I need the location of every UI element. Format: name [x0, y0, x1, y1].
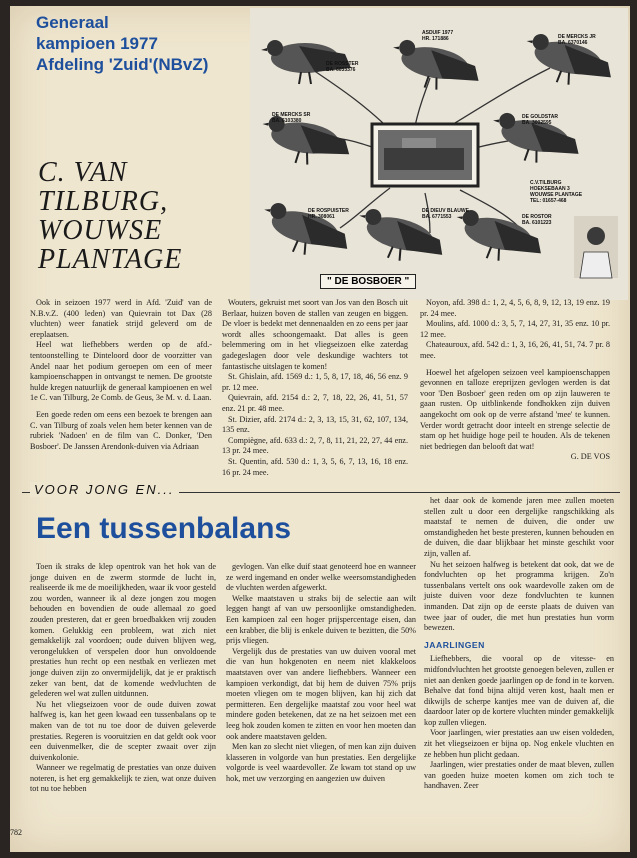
paragraph: Heel wat liefhebbers werden op de afd.-tentoonstelling te Dinteloord door de voorzitter van Andel naar het podium geroepen om een of meer kampioenschappen in ontvangst te nemen. De grootste hulde kregen natuurlijk de generaal kampioenen en wel 1e C. van Tilburg, 2e Comb. de Geus, 3e M. v. d. Laan. [30, 340, 212, 403]
paragraph: Ook in seizoen 1977 werd in Afd. 'Zuid' van de N.B.v.Z. (400 leden) van Quievrain tot Dax (28 vluchten) weer fanatiek strijd geleverd om de ereplaatsen. [30, 298, 212, 339]
fancier-name [38, 158, 248, 274]
caption-4: DE MERCKS SR BA. 6103380 [272, 112, 311, 124]
paragraph: St. Quentin, afd. 530 d.: 1, 3, 5, 6, 7, 13, 16, 18 enz. 16 pr. 24 mee. [222, 456, 408, 477]
paragraph: Toen ik straks de klep opentrok van het hok van de jonge duiven en de zwerm stormde de lucht in, realiseerde ik me de moeilijkheden, waar ik voor gesteld zou worden, wanneer ik al deze jongen zou mogen behouden en bovendien de oude allemaal zo goed zouden presteren, dat er geen broedbakken vrij zouden komen. Gelukkig een probleem, wat zich niet gemakkelijk zal voordoen; oude duiven blijven weg, verongelukken of verspelen door hun onvoldoende prestaties hun recht op een nestbak en verliezen met jonge duiven zijn zo onvermijdelijk, dat je er praktisch zeker van bent, dat de komende wedvluchten de gelederen wel wat zullen uitdunnen. [30, 562, 216, 699]
article1-column-3 [420, 298, 610, 463]
paragraph: St. Ghislain, afd. 1569 d.: 1, 5, 8, 17, 18, 46, 56 enz. 9 pr. 12 mee. [222, 372, 408, 392]
subheading-jaarlingen: JAARLINGEN [424, 639, 485, 650]
paragraph: Voor jaarlingen, wier prestaties aan uw eisen voldeden, zit het vliegseizoen er bijna op. Nog enkele vluchten en ze hebben hun plicht gedaan. [424, 728, 614, 759]
kicker-line-2: kampioen 1977 [36, 34, 158, 53]
bosboer-badge: " DE BOSBOER " [320, 274, 416, 289]
article2-column-1 [30, 562, 216, 795]
pigeon-collage [250, 8, 628, 300]
page-number: 782 [10, 828, 22, 837]
section-label: VOOR JONG EN... [30, 482, 179, 497]
article-title: Een tussenbalans [36, 512, 292, 545]
caption-2: ASDUIF 1977 HR. 171886 [422, 30, 454, 42]
paragraph: Welke maatstaven u straks bij de selectie aan wilt leggen hangt af van uw persoonlijke omstandigheden. Een kampioen zal een hoger prijspercentage eisen, dan een krabber, die blij is enkele duiven te bezitten, die 50% prijs vliegen. [226, 593, 416, 646]
caption-3: DE MERCKS JR BA. 6370146 [558, 34, 596, 46]
kicker-line-3: Afdeling 'Zuid'(NBvZ) [36, 55, 209, 74]
paragraph: Wanneer we regelmatig de prestaties van onze duiven noteren, is het erg gemakkelijk te zien, wat onze duiven tot nu toe hebben [30, 763, 216, 794]
paragraph: Vergelijk dus de prestaties van uw duiven vooral met die van hun hokgenoten en neem niet klakkeloos maatstaven over van andere liefhebbers. Wanneer een kampioen verkondigt, dat bij hem de duiven 75% prijs moeten vliegen om te mogen blijven, kan hij zich dat permitteren. Een dergelijke maatstaf zou voor heel wat mindere goden betekenen, dat ze na het seizoen met een leeg hok zouden komen te zitten en voor hen moeten dan ook andere maatstaven gelden. [226, 646, 416, 741]
caption-9: DE ROSTOR BA. 6101223 [522, 214, 552, 226]
paragraph: Nu het seizoen halfweg is betekent dat ook, dat we de fondvluchten op het programma krijgen. Zo'n tussenbalans vertelt ons ook waardevolle zaken om de juiste duiven voor deze fondvluchten te kunnen inmanden. Dat zijn op de eerste plaats de duiven van twee jaar of ouder, die met hun prestaties hun vorm bewezen. [424, 559, 614, 633]
paragraph: gevlogen. Van elke duif staat genoteerd hoe en wanneer ze werd ingemand en onder welke weersomstandigheden de vluchten werden afgewerkt. [226, 562, 416, 593]
paragraph: Wouters, gekruist met soort van Jos van den Bosch uit Berlaar, huizen boven de stallen van zeugen en biggen. De vloer is bedekt met dennenaalden en zo eens per jaar wordt alles schoongemaakt. Dat alles is geen belemmering om in het vliegseizoen elke zaterdag gadegeslagen door vele deskundige wachters tot fantastische uitslagen te komen! [222, 298, 408, 371]
paragraph: Een goede reden om eens een bezoek te brengen aan C. van Tilburg of zoals velen hem beter kennen van de rubriek 'Nadoen' en de film van C. Donker, 'Den Bosboer'. De Janssen Arendonk-duiven via Adriaan [30, 409, 212, 451]
name-line-3: WOUWSE [38, 215, 163, 246]
kicker-line-1: Generaal [36, 13, 109, 32]
paragraph: Liefhebbers, die vooral op de vitesse- en midfondvluchten het grootste genoegen beleven, zullen er niet aan denken goede jaarlingen op de fond in te korven. Behalve dat fond bijna altijd veren kost, haalt men er dikwijls de scherpe kantjes mee van de duiven af, die daardoor later op de kortere vluchten minder gemakkelijk kop zullen vliegen. [424, 654, 614, 727]
caption-7: DE ROSPUISTER HR. 308061 [308, 208, 349, 220]
paragraph: Men kan zo slecht niet vliegen, of men kan zijn duiven klasseren in volgorde van hun prestaties. Een dergelijke volgorde is veel waardevoller. Ze kwam tot stand op uw hok, met uw verzorging en aangezien uw duiven [226, 742, 416, 783]
name-line-2: TILBURG, [38, 186, 169, 217]
paragraph: St. Dizier, afd. 2174 d.: 2, 3, 13, 15, 31, 62, 107, 134, 135 enz. [222, 414, 408, 435]
paragraph: het daar ook de komende jaren mee zullen moeten stellen zult u door een dergelijke rangschikking als maatstaf te nemen de duiven, die onder uw omstandigheden het beste presteren, kunnen behouden en de duiven, die daar blijkbaar het minste geschikt voor zijn, vallen af. [424, 496, 614, 558]
caption-1: DE ROSSTER BA. 6033376 [326, 61, 359, 73]
author-signature: G. DE VOS [570, 452, 610, 462]
paragraph: Quievrain, afd. 2154 d.: 2, 7, 18, 22, 26, 41, 51, 57 enz. 21 pr. 48 mee. [222, 393, 408, 413]
caption-8: DE DIEUV BLAUWE BA. 6771553 [422, 208, 469, 220]
name-line-1: C. VAN [38, 157, 128, 188]
paragraph: Jaarlingen, wier prestaties onder de maat bleven, zullen van goeden huize moeten komen om zich toch te handhaven. Zeer [424, 760, 614, 791]
paragraph: Chateauroux, afd. 542 d.: 1, 3, 16, 26, 41, 51, 74. 7 pr. 8 mee. [420, 340, 610, 360]
paragraph: Moulins, afd. 1000 d.: 3, 5, 7, 14, 27, 31, 35 enz. 10 pr. 12 mee. [420, 319, 610, 339]
article2-column-2 [226, 562, 416, 784]
paragraph: Noyon, afd. 398 d.: 1, 2, 4, 5, 6, 8, 9, 12, 13, 19 enz. 19 pr. 24 mee. [420, 298, 610, 318]
article1-column-2 [222, 298, 408, 478]
caption-5: DE GOLDSTAR BA. 3002595 [522, 114, 559, 126]
paragraph: Compiègne, afd. 633 d.: 2, 7, 8, 11, 21, 22, 27, 44 enz. 13 pr. 24 mee. [222, 435, 408, 456]
article-kicker [36, 12, 246, 75]
paragraph: Hoewel het afgelopen seizoen veel kampioenschappen gevonnen en talloze ereprijzen gevlogen werden is dat voor 'Den Bosboer' geen reden om op zijn lauweren te gaan rusten. Op uitblinkende fondhokken zijn duiven aangekocht om ook op de verre afstand 'mee' te kunnen. Verder wordt getracht door inteelt en strenge selectie de stam op het huidige hoge peil te houden. Als de tekenen niet bedriegen dan belooft dat wat! [420, 367, 610, 451]
name-line-4: PLANTAGE [38, 244, 183, 275]
pigeon-photo-2 [387, 38, 483, 97]
paragraph: Nu het vliegseizoen voor de oude duiven zowat halfweg is, kan het geen kwaad een tussenbalans op te maken van de tot nu toe door de duiven geleverde prestaties. Regeren is vooruitzien en dat geldt ook voor een duivenmelker, die de scepter zwaait over zijn duivenkolonie. [30, 699, 216, 762]
caption-6: C.V.TILBURG HOEKSEBAAN 3 WOUWSE PLANTAGE TEL: 01657-468 [530, 180, 583, 204]
magazine-page [10, 6, 630, 852]
article1-column-1 [30, 298, 212, 452]
article2-column-3 [424, 496, 614, 792]
collage-graphic [250, 8, 628, 300]
